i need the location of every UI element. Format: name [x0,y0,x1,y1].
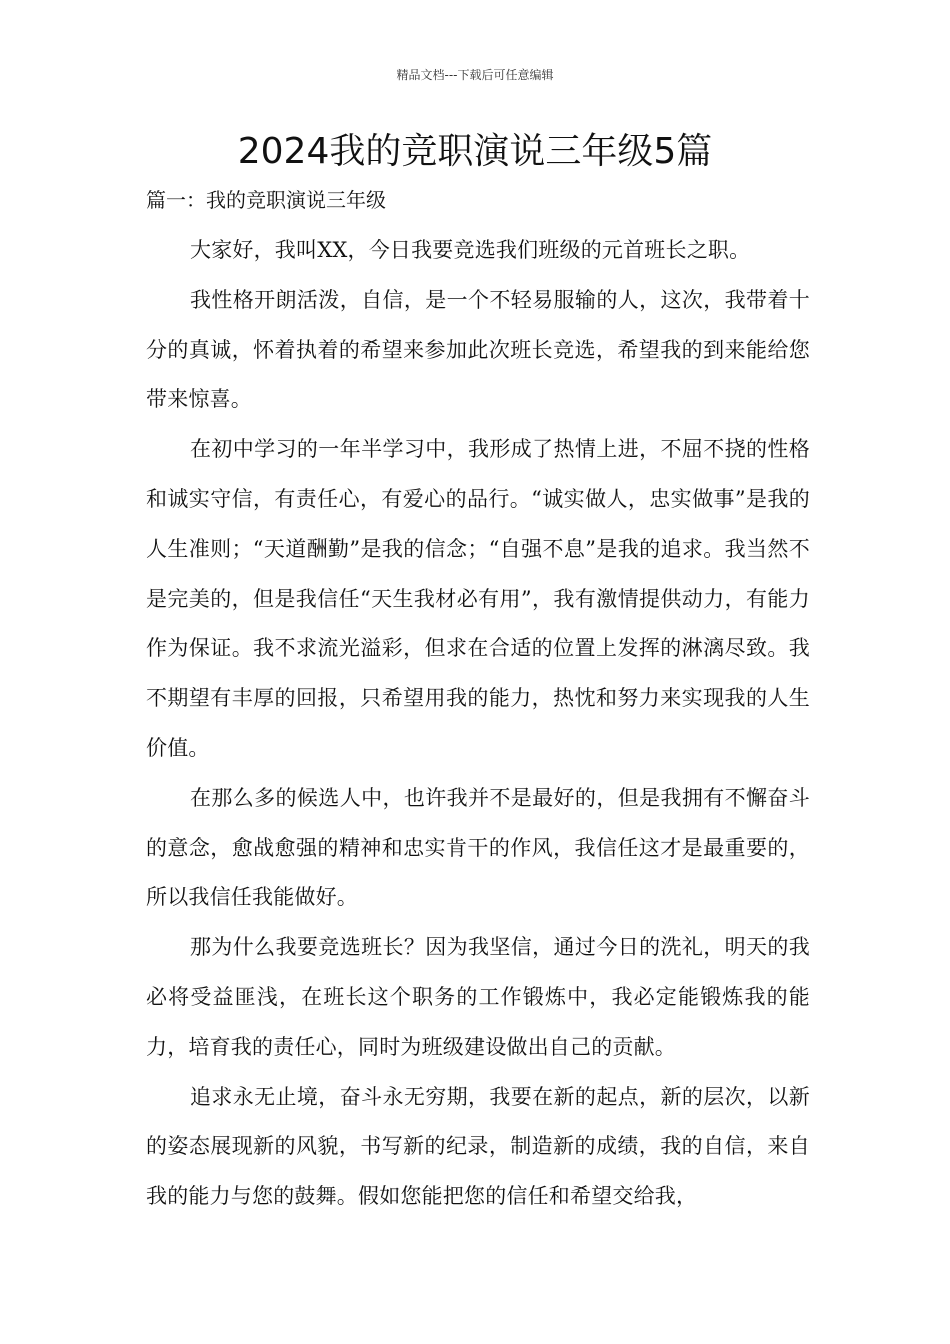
paragraph: 大家好，我叫XX，今日我要竞选我们班级的元首班长之职。 [190,238,751,262]
document-title: 2024我的竞职演说三年级5篇 [237,131,713,172]
paragraph: 在初中学习的一年半学习中，我形成了热情上进，不屈不挠的性格和诚实守信，有责任心，有爱心的品行。“诚实做人，忠实做事”是我的人生准则；“天道酬勤”是我的信念；“自强不息”是我的追求。我当然不是完美的，但是我信任“天生我材必有用”，我有激情提供动力，有能力作为保证。我不求流光溢彩，但求在合适的位置上发挥的淋漓尽致。我不期望有丰厚的回报，只希望用我的能力，热忱和努力来实现我的人生价值。 [146,437,810,760]
paragraph: 我性格开朗活泼，自信，是一个不轻易服输的人，这次，我带着十分的真诚，怀着执着的希望来参加此次班长竞选，希望我的到来能给您带来惊喜。 [146,287,810,412]
paragraph: 在那么多的候选人中，也许我并不是最好的，但是我拥有不懈奋斗的意念，愈战愈强的精神和忠实肯干的作风，我信任这才是最重要的，所以我信任我能做好。 [146,785,810,910]
paragraph: 追求永无止境，奋斗永无穷期，我要在新的起点，新的层次，以新的姿态展现新的风貌，书写新的纪录，制造新的成绩，我的自信，来自我的能力与您的鼓舞。假如您能把您的信任和希望交给我， [146,1084,810,1209]
section-heading: 篇一：我的竞职演说三年级 [146,188,386,212]
document-body [146,226,810,1222]
paragraph: 那为什么我要竞选班长？因为我坚信，通过今日的洗礼，明天的我必将受益匪浅，在班长这个职务的工作锻炼中，我必定能锻炼我的能力，培育我的责任心，同时为班级建设做出自己的贡献。 [146,935,810,1059]
page-header-note: 精品文档---下载后可任意编辑 [396,68,554,82]
